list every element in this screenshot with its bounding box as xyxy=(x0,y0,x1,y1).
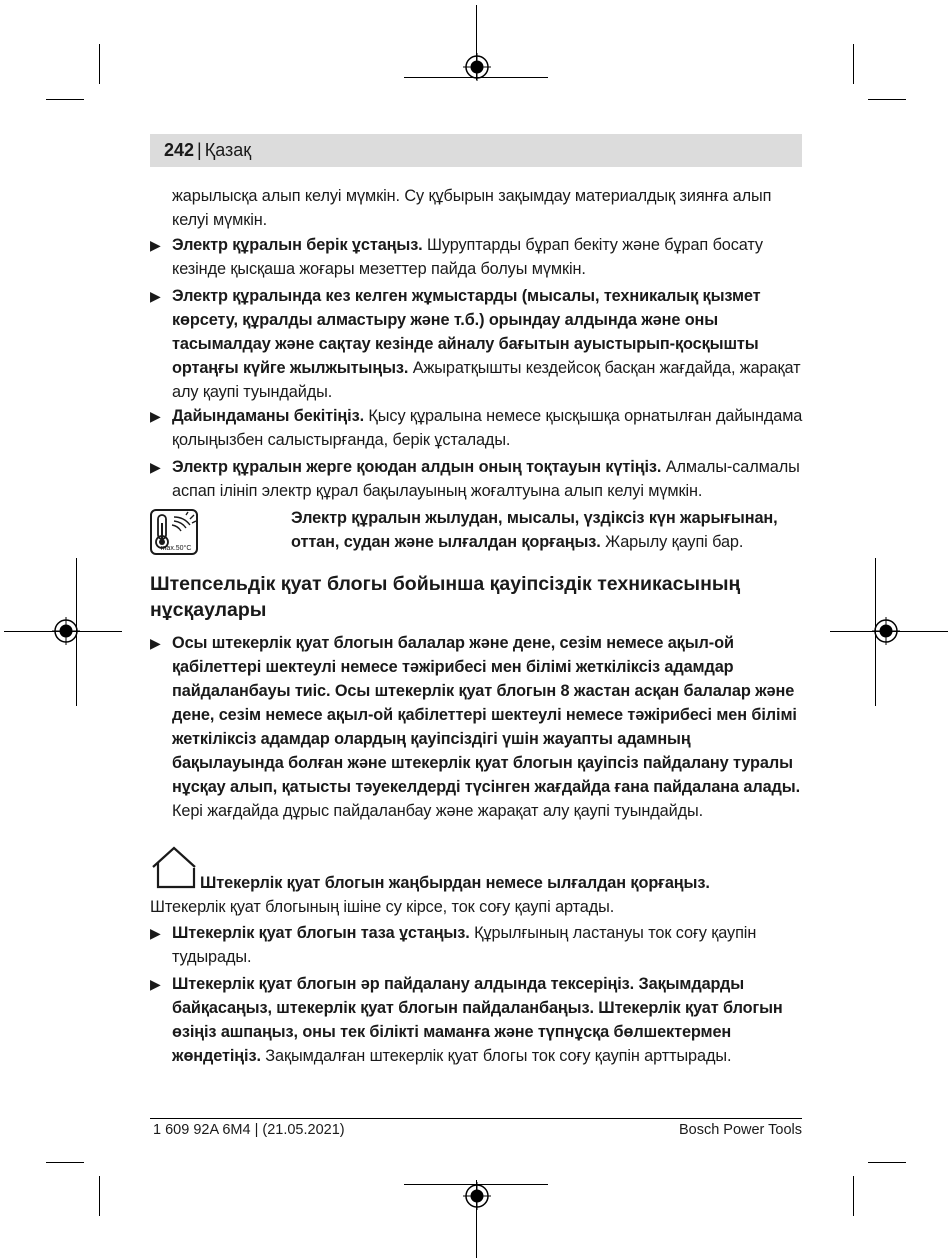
registration-mark-icon xyxy=(463,53,491,81)
bullet-icon: ▶ xyxy=(150,635,161,651)
safety-item xyxy=(172,972,804,1068)
item-text: Алмалы-салмалы аспап ілініп электр құрал бақылауының жоғалтуына алып келуі мүмкін. xyxy=(172,458,800,500)
item-bold-text: Штекерлік қуат блогын жаңбырдан немесе ылғалдан қорғаңыз. xyxy=(200,874,710,892)
section-heading: Штепсельдік қуат блогы бойынша қауіпсіздік техникасының нұсқаулары xyxy=(150,573,741,621)
crop-mark xyxy=(868,1162,906,1163)
item-bold-text: Электр құралын берік ұстаңыз. xyxy=(172,236,423,254)
bullet-icon: ▶ xyxy=(150,408,161,424)
crop-mark xyxy=(46,1162,84,1163)
item-bold-text: Электр құралын жылудан, мысалы, үздіксіз күн жарығынан, оттан, судан және ылғалдан қорғаңыз. xyxy=(291,509,778,551)
registration-mark-icon xyxy=(872,617,900,645)
item-text: Құрылғының ластануы ток соғу қаупін тудырады. xyxy=(172,924,757,966)
crop-mark xyxy=(868,99,906,100)
page-header xyxy=(150,134,802,167)
item-text: Қысу құралына немесе қысқышқа орнатылған дайындама қолыңызбен салыстырғанда, берік ұсталады. xyxy=(172,407,803,449)
bullet-icon: ▶ xyxy=(150,925,161,941)
crop-mark xyxy=(853,44,854,84)
crop-mark xyxy=(46,99,84,100)
page-number: 242 xyxy=(164,140,195,160)
bullet-icon: ▶ xyxy=(150,976,161,992)
footer-document-number: 1 609 92A 6M4 | (21.05.2021) xyxy=(153,1122,345,1138)
item-bold-text: Штекерлік қуат блогын таза ұстаңыз. xyxy=(172,924,470,942)
header-text xyxy=(164,140,251,160)
safety-item xyxy=(172,455,804,503)
safety-item xyxy=(172,233,804,281)
item-bold-text: Осы штекерлік қуат блогын балалар және дене, сезім немесе ақыл-ой қабілеттері шектеулі немесе тәжірибесі мен білімі жеткіліксіз адамдар пайдаланбауы тиіс. Осы штекерлік қуат блогын 8 жастан асқан балалар және дене, сезім немесе ақыл-ой қабілеттері шектеулі немесе тәжірибесі мен білімі жеткіліксіз адамдар олардың қауіпсіздігі үшін жауапты адамның бақылауында болған және штекерлік қуат блогын қауіпсіз пайдалану туралы нұсқау алып, қатысты тәуекелдерді түсінген жағдайда ғана пайдалана алады. xyxy=(172,634,801,796)
indoor-warning-bold xyxy=(200,871,800,895)
heat-warning-icon xyxy=(150,509,198,555)
crop-mark xyxy=(99,1176,100,1216)
bullet-icon: ▶ xyxy=(150,288,161,304)
safety-item xyxy=(172,631,804,823)
item-text: Шуруптарды бұрап бекіту және бұрап босату кезінде қысқаша жоғары мезеттер пайда болуы мүмкін. xyxy=(172,236,763,278)
item-text: Кері жағдайда дұрыс пайдаланбау және жарақат алу қаупі туындайды. xyxy=(172,802,703,820)
safety-item xyxy=(172,284,804,404)
registration-mark-icon xyxy=(52,617,80,645)
crop-mark xyxy=(99,44,100,84)
heat-warning-text xyxy=(291,506,801,554)
item-text: Ажыратқышты кездейсоқ басқан жағдайда, жарақат алу қаупі туындайды. xyxy=(172,359,801,401)
footer-brand: Bosch Power Tools xyxy=(678,1122,802,1138)
header-separator: | xyxy=(197,140,202,160)
bullet-icon: ▶ xyxy=(150,237,161,253)
indoor-use-house-icon xyxy=(150,846,200,890)
continuation-paragraph: жарылысқа алып келуі мүмкін. Су құбырын зақымдау материалдық зиянға алып келуі мүмкін. xyxy=(172,187,772,229)
item-bold-text: Штекерлік қуат блогын әр пайдалану алдында тексеріңіз. Зақымдарды байқасаңыз, штекерлік қуат блогын пайдаланбаңыз. Штекерлік қуат блогын өзіңіз ашпаңыз, оны тек білікті маманға және түпнұсқа бөлшектермен жөндетіңіз. xyxy=(172,975,783,1065)
heat-icon-label: max.50°C xyxy=(160,545,192,552)
crop-mark xyxy=(853,1176,854,1216)
item-bold-text: Электр құралын жерге қоюдан алдын оның тоқтауын күтіңіз. xyxy=(172,458,662,476)
item-text: Зақымдалған штекерлік қуат блогы ток соғу қаупін арттырады. xyxy=(260,1047,732,1065)
header-language: Қазақ xyxy=(204,140,252,160)
safety-item xyxy=(172,921,804,969)
item-bold-text: Электр құралында кез келген жұмыстарды (мысалы, техникалық қызмет көрсету, құралды алмастыру және т.б.) орындау алдында және оны тасымалдау және сақтау кезінде айналу бағытын ауыстырып-қосқышты ортаңғы күйге жылжытыңыз. xyxy=(172,287,761,377)
item-text: Жарылу қаупі бар. xyxy=(600,533,744,551)
item-bold-text: Дайындаманы бекітіңіз. xyxy=(172,407,364,425)
bullet-icon: ▶ xyxy=(150,459,161,475)
safety-item xyxy=(172,404,804,452)
footer-rule xyxy=(150,1118,802,1119)
registration-mark-icon xyxy=(463,1182,491,1210)
indoor-warning-text: Штекерлік қуат блогының ішіне су кірсе, ток соғу қаупі артады. xyxy=(150,898,615,916)
